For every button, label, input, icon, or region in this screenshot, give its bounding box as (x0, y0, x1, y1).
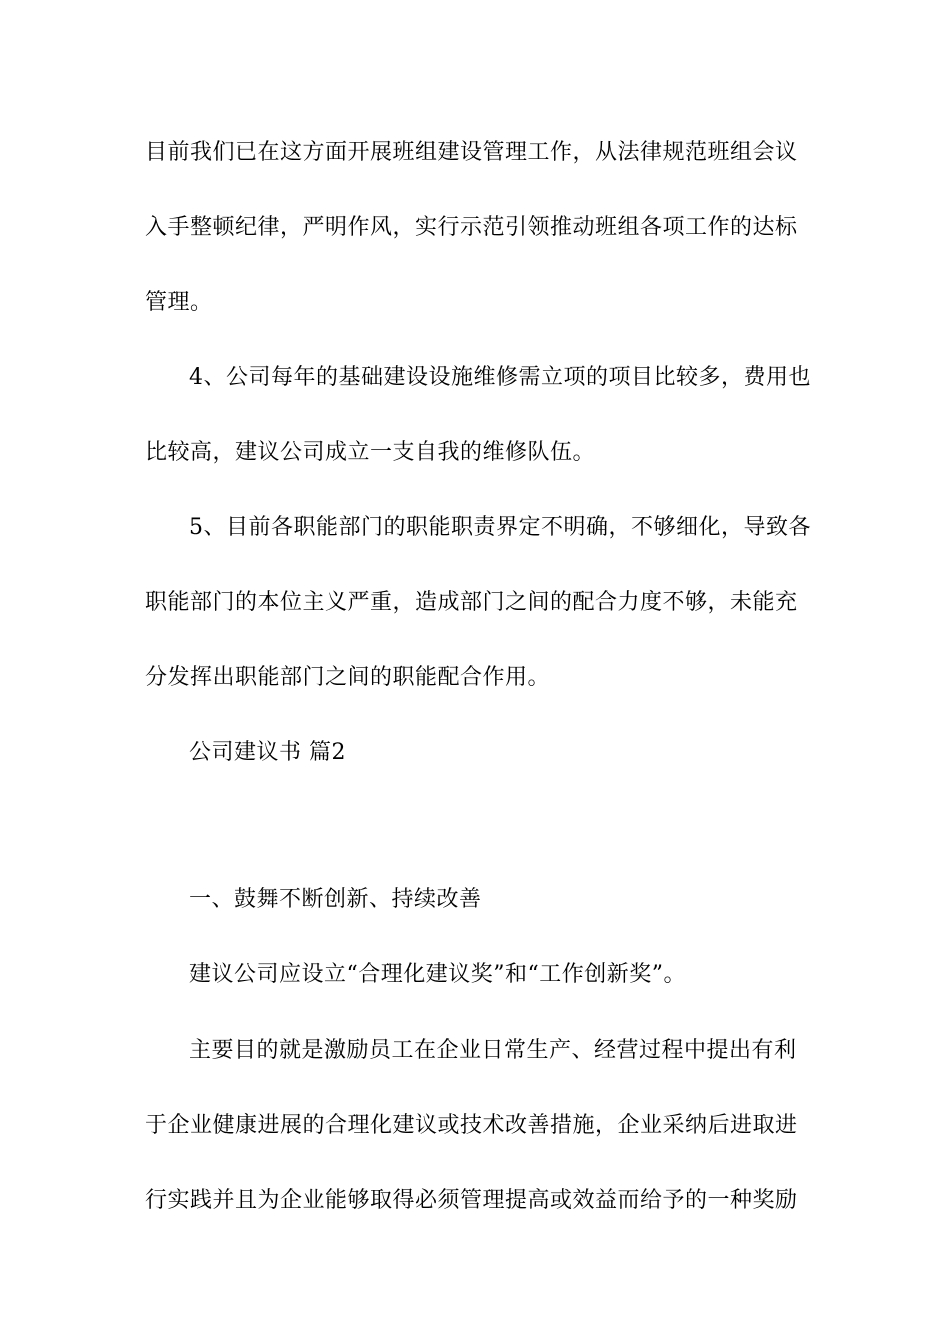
paragraph-line: 于企业健康进展的合理化建议或技术改善措施，企业采纳后进取进 (145, 1113, 798, 1138)
paragraph-line: 分发挥出职能部门之间的职能配合作用。 (145, 665, 551, 690)
section-title: 公司建议书 篇2 (189, 740, 346, 765)
paragraph-line: 比较高，建议公司成立一支自我的维修队伍。 (145, 440, 596, 465)
paragraph-line: 行实践并且为企业能够取得必须管理提高或效益而给予的一种奖励 (145, 1188, 798, 1213)
paragraph-line: 5、目前各职能部门的职能职责界定不明确，不够细化，导致各 (189, 515, 811, 540)
subsection-heading: 一、鼓舞不断创新、持续改善 (189, 887, 482, 912)
paragraph-line: 建议公司应设立“合理化建议奖”和“工作创新奖”。 (189, 962, 686, 987)
paragraph-line: 主要目的就是激励员工在企业日常生产、经营过程中提出有利 (189, 1038, 797, 1063)
paragraph-line: 目前我们已在这方面开展班组建设管理工作，从法律规范班组会议 (145, 140, 798, 165)
paragraph-line: 4、公司每年的基础建设设施维修需立项的项目比较多，费用也 (189, 365, 811, 390)
paragraph-line: 职能部门的本位主义严重，造成部门之间的配合力度不够，未能充 (145, 590, 798, 615)
paragraph-line: 管理。 (145, 290, 213, 315)
paragraph-line: 入手整顿纪律，严明作风，实行示范引领推动班组各项工作的达标 (145, 215, 798, 240)
